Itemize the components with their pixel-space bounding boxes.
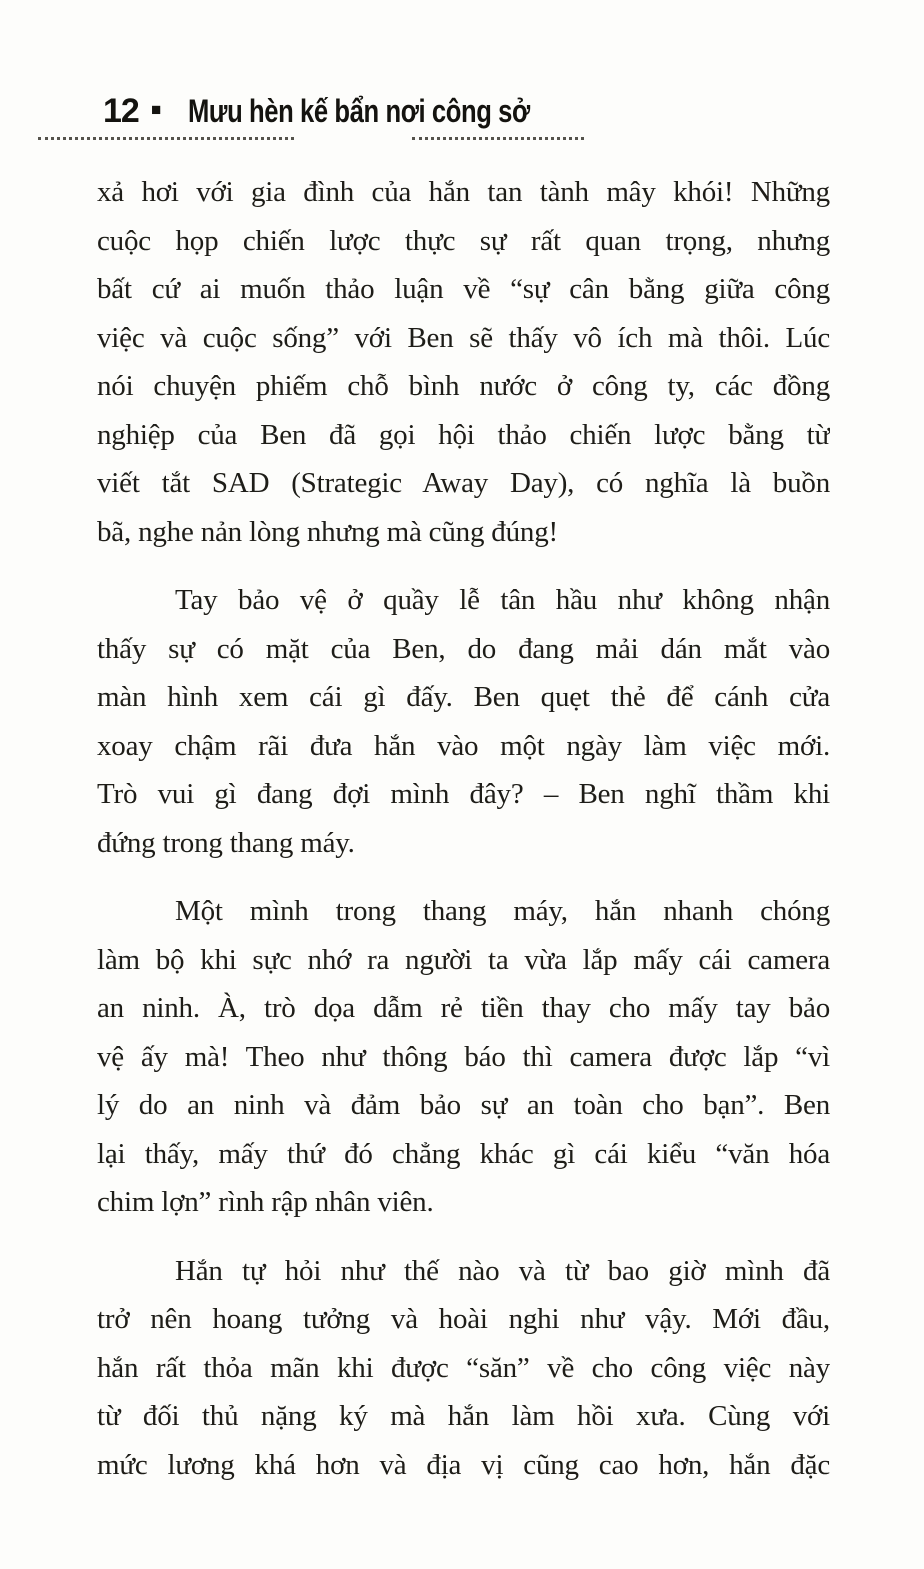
text-line: nói chuyện phiếm chỗ bình nước ở công ty, các đồng	[97, 370, 830, 402]
paragraph-3	[97, 887, 830, 1227]
text-line: lại thấy, mấy thứ đó chẳng khác gì cái kiểu “văn hóa	[97, 1137, 830, 1170]
text-line: việc và cuộc sống” với Ben sẽ thấy vô ích mà thôi. Lúc	[97, 321, 830, 354]
text-line: xoay chậm rãi đưa hắn vào một ngày làm việc mới.	[97, 729, 830, 762]
text-line: mức lương khá hơn và địa vị cũng cao hơn, hắn đặc	[97, 1448, 830, 1481]
square-bullet-icon: ■	[151, 100, 162, 119]
text-line: cuộc họp chiến lược thực sự rất quan trọng, nhưng	[97, 224, 830, 257]
text-line: đứng trong thang máy.	[97, 826, 355, 859]
running-header	[103, 93, 663, 129]
text-line: nghiệp của Ben đã gọi hội thảo chiến lược bằng từ	[97, 418, 830, 451]
page-number: 12	[103, 92, 139, 130]
book-title: Mưu hèn kế bẩn nơi công sở	[188, 93, 530, 129]
text-line: từ đối thủ nặng ký mà hắn làm hồi xưa. Cùng với	[97, 1400, 830, 1432]
text-line: Một mình trong thang máy, hắn nhanh chóng	[175, 895, 830, 927]
dotted-rule-right-segment	[412, 137, 584, 140]
text-line: thấy sự có mặt của Ben, do đang mải dán mắt vào	[97, 632, 830, 665]
text-line: hắn rất thỏa mãn khi được “săn” về cho công việc này	[97, 1351, 830, 1384]
dotted-rule-left-segment	[38, 137, 294, 140]
text-line: bã, nghe nản lòng nhưng mà cũng đúng!	[97, 515, 558, 548]
text-line: chim lợn” rình rập nhân viên.	[97, 1186, 434, 1218]
paragraph-4	[97, 1247, 830, 1490]
text-line: Hắn tự hỏi như thế nào và từ bao giờ mình đã	[175, 1254, 830, 1287]
text-line: bất cứ ai muốn thảo luận về “sự cân bằng giữa công	[97, 273, 830, 305]
text-line: an ninh. À, trò dọa dẫm rẻ tiền thay cho mấy tay bảo	[97, 992, 830, 1024]
text-line: Trò vui gì đang đợi mình đây? – Ben nghĩ thầm khi	[97, 778, 830, 810]
text-line: viết tắt SAD (Strategic Away Day), có nghĩa là buồn	[97, 467, 830, 499]
text-line: làm bộ khi sực nhớ ra người ta vừa lắp mấy cái camera	[97, 943, 830, 976]
text-line: lý do an ninh và đảm bảo sự an toàn cho bạn”. Ben	[97, 1089, 830, 1121]
body-text	[97, 168, 830, 1489]
paragraph-1	[97, 168, 830, 556]
text-line: Tay bảo vệ ở quầy lễ tân hầu như không nhận	[175, 584, 830, 616]
text-line: vệ ấy mà! Theo như thông báo thì camera được lắp “vì	[97, 1040, 830, 1073]
text-line: màn hình xem cái gì đấy. Ben quẹt thẻ để cánh cửa	[97, 681, 830, 713]
paragraph-2	[97, 576, 830, 867]
text-line: xả hơi với gia đình của hắn tan tành mây khói! Những	[97, 176, 830, 208]
text-line: trở nên hoang tưởng và hoài nghi như vậy. Mới đầu,	[97, 1303, 830, 1335]
